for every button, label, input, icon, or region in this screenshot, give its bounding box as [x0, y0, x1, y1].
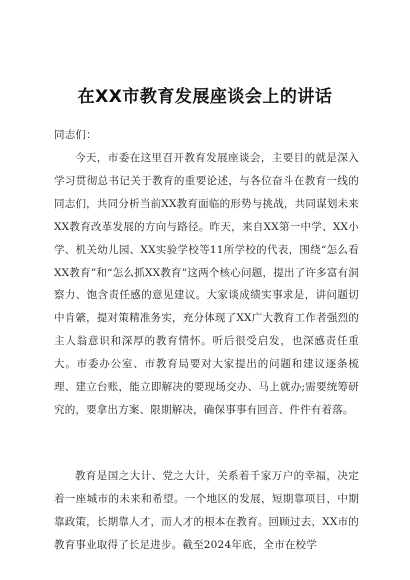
paragraph-2: 教育是国之大计、党之大计，关系着千家万户的幸福，决定着一座城市的未来和希望。一个地区的发展，短期靠项目，中期靠政策，长期靠人才，而人才的根本在教育。回顾过去，XX市的教育事业取得了长足进步。截至2024年底，全市在校学 [54, 470, 359, 551]
paragraph-1: 今天，市委在这里召开教育发展座谈会，主要目的就是深入学习贯彻总书记关于教育的重要论述，与各位奋斗在教育一线的同志们，共同分析当前XX教育面临的形势与挑战，共同谋划未来XX教育改革发展的方向与路径。昨天，来自XX第一中学、XX小学、机关幼儿园、XX实验学校等11所学校的代表，围绕“怎么看XX教育”和“怎么抓XX教育”这两个核心问题，提出了许多富有洞察力、饱含责任感的意见建议。大家谈成绩实事求是，讲问题切中肯綮，提对策精准务实，充分体现了XX广大教育工作者强烈的主人翁意识和深厚的教育情怀。听后很受启发，也深感责任重大。市委办公室、市教育局要对大家提出的问题和建议逐条梳理、建立台账，能立即解决的要现场交办、马上就办;需要统筹研究的，要拿出方案、限期解决，确保事事有回音、件件有着落。 [54, 152, 359, 416]
salutation: 同志们： [54, 129, 97, 141]
document-title: 在XX市教育发展座谈会上的讲话 [77, 87, 333, 107]
